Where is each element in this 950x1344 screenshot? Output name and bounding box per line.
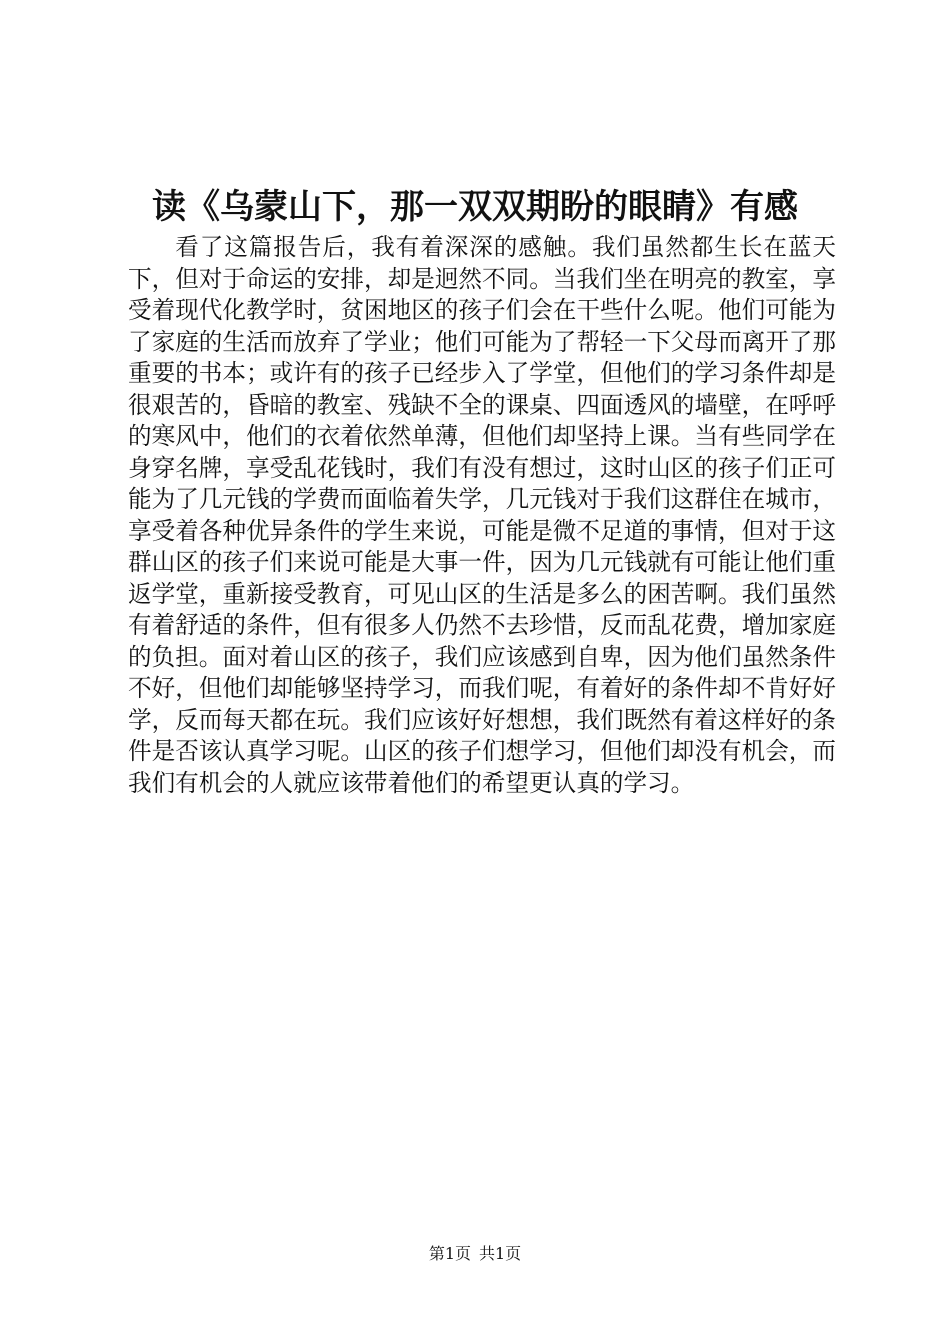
page-number-current: 第1页 — [428, 1244, 471, 1263]
document-body-paragraph: 看了这篇报告后，我有着深深的感触。我们虽然都生长在蓝天下，但对于命运的安排，却是迥然不同。当我们坐在明亮的教室，享受着现代化教学时，贫困地区的孩子们会在干些什么呢。他们可能为了家庭的生活而放弃了学业；他们可能为了帮轻一下父母而离开了那重要的书本；或许有的孩子已经步入了学堂，但他们的学习条件却是很艰苦的，昏暗的教室、残缺不全的课桌、四面透风的墙壁，在呼呼的寒风中，他们的衣着依然单薄，但他们却坚持上课。当有些同学在身穿名牌，享受乱花钱时，我们有没有想过，这时山区的孩子们正可能为了几元钱的学费而面临着失学，几元钱对于我们这群住在城市，享受着各种优异条件的学生来说，可能是微不足道的事情，但对于这群山区的孩子们来说可能是大事一件，因为几元钱就有可能让他们重返学堂，重新接受教育，可见山区的生活是多么的困苦啊。我们虽然有着舒适的条件，但有很多人仍然不去珍惜，反而乱花费，增加家庭的负担。面对着山区的孩子，我们应该感到自卑，因为他们虽然条件不好，但他们却能够坚持学习，而我们呢，有着好的条件却不肯好好学，反而每天都在玩。我们应该好好想想，我们既然有着这样好的条件是否该认真学习呢。山区的孩子们想学习，但他们却没有机会，而我们有机会的人就应该带着他们的希望更认真的学习。 — [128, 233, 836, 797]
document-title: 读《乌蒙山下，那一双双期盼的眼睛》有感 — [152, 187, 798, 227]
page-number-total: 共1页 — [479, 1244, 522, 1263]
page-footer — [0, 1242, 950, 1266]
